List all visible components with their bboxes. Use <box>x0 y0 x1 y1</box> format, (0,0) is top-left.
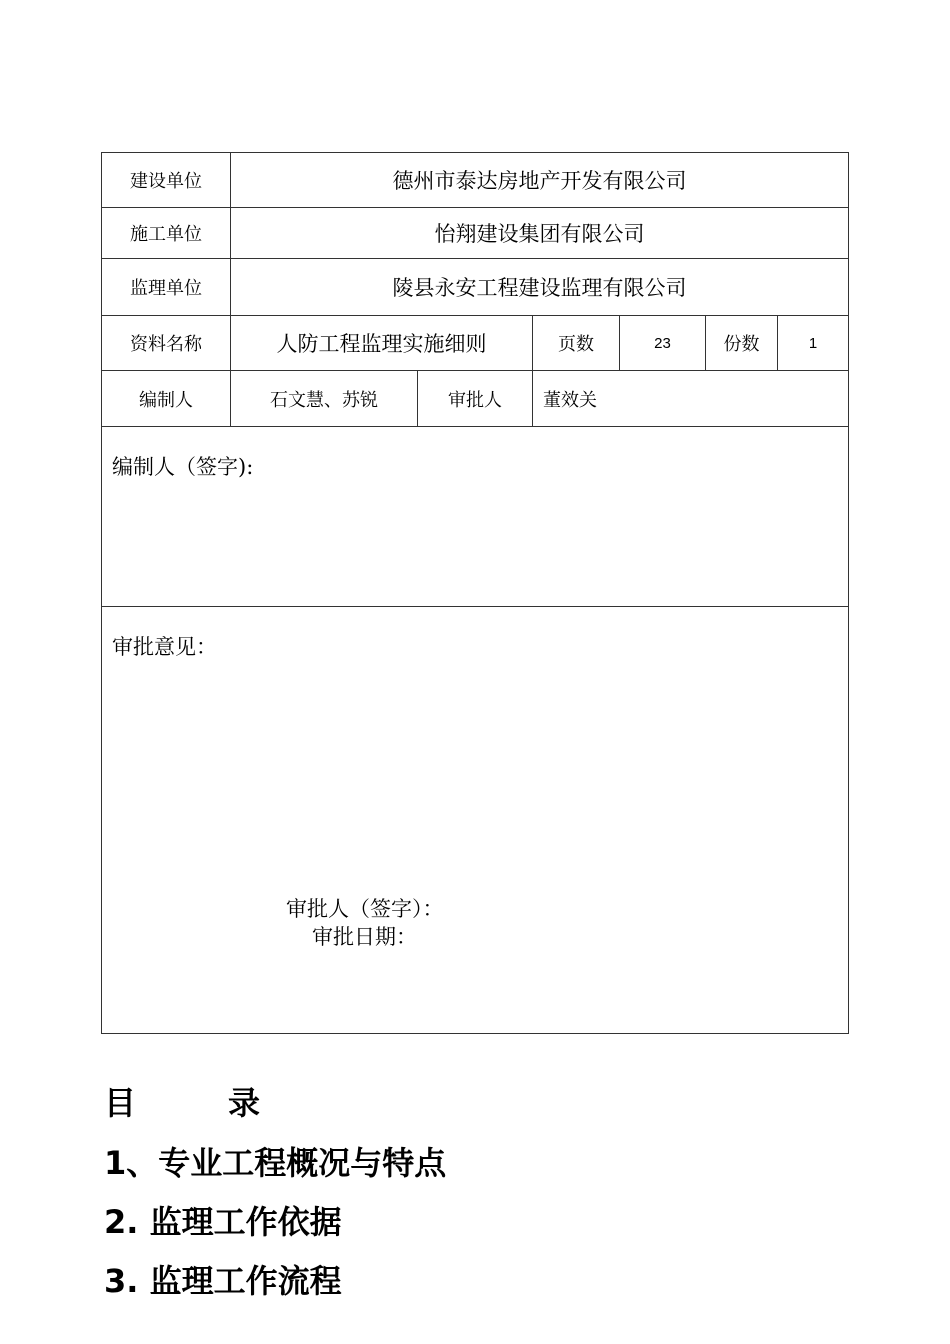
toc-title <box>104 1078 260 1124</box>
document-name-value: 人防工程监理实施细则 <box>230 315 533 371</box>
toc-title-part-a: 目 <box>104 1084 137 1122</box>
pages-value: 23 <box>619 315 706 371</box>
contractor-label: 施工单位 <box>101 207 231 259</box>
toc-title-part-b: 录 <box>228 1084 261 1122</box>
approval-date-label: 审批日期： <box>312 925 417 949</box>
toc-item[interactable]: 2. 监理工作依据 <box>104 1203 342 1241</box>
approver-label: 审批人 <box>417 370 533 427</box>
pages-label: 页数 <box>532 315 620 371</box>
contractor-value: 怡翔建设集团有限公司 <box>230 207 849 259</box>
supervisor-label: 监理单位 <box>101 258 231 316</box>
editor-label: 编制人 <box>101 370 231 427</box>
document-name-label: 资料名称 <box>101 315 231 371</box>
supervisor-value: 陵县永安工程建设监理有限公司 <box>230 258 849 316</box>
copies-label: 份数 <box>705 315 778 371</box>
editor-signature-label: 编制人（签字): <box>112 455 254 479</box>
copies-value: 1 <box>777 315 849 371</box>
editor-signature-block <box>101 426 849 607</box>
construction-unit-label: 建设单位 <box>101 152 231 208</box>
toc-item[interactable]: 1、专业工程概况与特点 <box>104 1144 447 1182</box>
toc-item[interactable]: 3. 监理工作流程 <box>104 1262 342 1300</box>
approval-opinion-label: 审批意见： <box>112 635 217 659</box>
info-form <box>101 152 849 1034</box>
construction-unit-value: 德州市泰达房地产开发有限公司 <box>230 152 849 208</box>
editor-value: 石文慧、苏锐 <box>230 370 418 427</box>
approval-block <box>101 606 849 1034</box>
approver-signature-label: 审批人（签字）： <box>286 897 444 921</box>
approver-value: 董效关 <box>532 370 849 427</box>
